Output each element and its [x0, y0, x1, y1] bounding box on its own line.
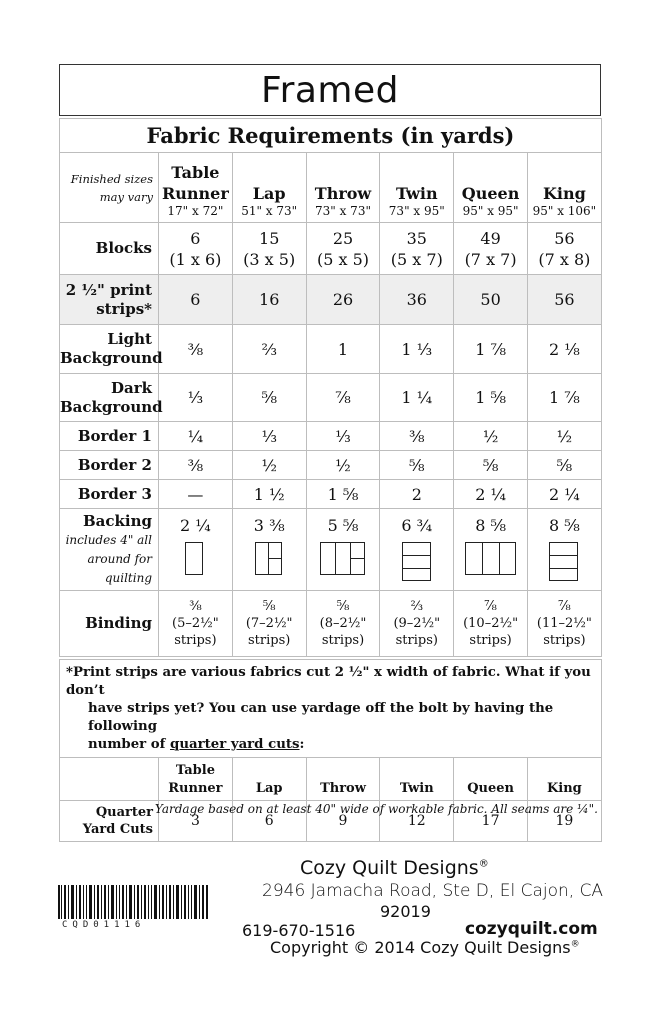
column-header: King 95" x 106"	[527, 153, 601, 223]
backing-layout-diagram	[549, 542, 579, 582]
backing-layout-diagram	[255, 542, 283, 576]
table-cell: 9	[306, 801, 380, 842]
table-cell: ⅝	[454, 451, 528, 480]
table-cell: ⅝ (7–2½" strips)	[232, 591, 306, 657]
border2-row	[60, 451, 602, 480]
table-cell: 1	[306, 325, 380, 374]
table-cell: 6	[159, 275, 233, 325]
backing-layout-diagram	[465, 542, 517, 576]
table-cell: 56 (7 x 8)	[527, 223, 601, 275]
company-name: Cozy Quilt Designs®	[300, 857, 489, 879]
column-header: Queen	[454, 758, 528, 801]
row-label: Light Background	[60, 325, 159, 374]
row-label: Blocks	[60, 223, 159, 275]
table-cell: ⅜	[159, 325, 233, 374]
print-strips-row	[60, 275, 602, 325]
row-label: Border 2	[60, 451, 159, 480]
blocks-row	[60, 223, 602, 275]
table-cell: 2 ¼	[454, 480, 528, 509]
row-label: Border 1	[60, 422, 159, 451]
table-cell: 36	[380, 275, 454, 325]
table-cell: ⅓	[159, 374, 233, 422]
row-label: Binding	[60, 591, 159, 657]
table-cell: ⅓	[232, 422, 306, 451]
table-cell: 2	[380, 480, 454, 509]
table-cell: ¼	[159, 422, 233, 451]
column-header: Throw 73" x 73"	[306, 153, 380, 223]
table-cell: ⅜	[159, 451, 233, 480]
backing-layout-diagram	[320, 542, 366, 576]
backing-layout-diagram	[185, 542, 205, 576]
column-header: Twin	[380, 758, 454, 801]
table-cell: 1 ⅓	[380, 325, 454, 374]
table-cell: 49 (7 x 7)	[454, 223, 528, 275]
size-header-row	[60, 153, 602, 223]
table-cell: ⅝	[232, 374, 306, 422]
table-cell: 1 ⅞	[454, 325, 528, 374]
barcode	[58, 885, 208, 919]
table-cell: ⅞ (11–2½" strips)	[527, 591, 601, 657]
border3-row	[60, 480, 602, 509]
table-cell: 2 ¼	[159, 509, 233, 591]
table-cell: 50	[454, 275, 528, 325]
pattern-title: Framed	[59, 64, 601, 116]
table-cell: 1 ⅝	[306, 480, 380, 509]
table-cell: 1 ⅝	[454, 374, 528, 422]
size-note: Finished sizes may vary	[60, 153, 159, 223]
table-cell: ⅜	[380, 422, 454, 451]
requirements-heading: Fabric Requirements (in yards)	[60, 119, 602, 153]
column-header: Queen 95" x 95"	[454, 153, 528, 223]
print-strips-note: *Print strips are various fabrics cut 2 ½" x width of fabric. What if you don’t have strips yet? You can use yardage off the bolt by having the following number of quarter yard cuts:	[60, 660, 602, 758]
table-cell: ½	[306, 451, 380, 480]
table-cell: ⅝	[380, 451, 454, 480]
table-cell: 1 ⅞	[527, 374, 601, 422]
backing-layout-diagram	[402, 542, 432, 582]
row-label: Dark Background	[60, 374, 159, 422]
table-cell: ⅔	[232, 325, 306, 374]
address-line-1: 2946 Jamacha Road, Ste D, El Cajon, CA	[262, 881, 604, 901]
column-header: Throw	[306, 758, 380, 801]
dark-background-row	[60, 374, 602, 422]
table-cell: ⅞	[306, 374, 380, 422]
table-cell: 19	[527, 801, 601, 842]
row-label: Border 3	[60, 480, 159, 509]
table-cell: 35 (5 x 7)	[380, 223, 454, 275]
website-link[interactable]: cozyquilt.com	[465, 919, 598, 939]
fabric-requirements-table	[59, 118, 602, 657]
backing-row	[60, 509, 602, 591]
table-cell: 17	[454, 801, 528, 842]
table-cell: 5 ⅝	[306, 509, 380, 591]
table-cell: 2 ¼	[527, 480, 601, 509]
copyright: Copyright © 2014 Cozy Quilt Designs®	[270, 938, 580, 957]
binding-row	[60, 591, 602, 657]
table-cell: ⅞ (10–2½" strips)	[454, 591, 528, 657]
column-header: Table Runner	[159, 758, 233, 801]
table-cell: ⅔ (9–2½" strips)	[380, 591, 454, 657]
table-cell: ½	[527, 422, 601, 451]
column-header: Lap 51" x 73"	[232, 153, 306, 223]
table-cell: 12	[380, 801, 454, 842]
column-header: Lap	[232, 758, 306, 801]
row-label: Backing includes 4" all around for quilting	[60, 509, 159, 591]
column-header: Twin 73" x 95"	[380, 153, 454, 223]
table-cell: 8 ⅝	[454, 509, 528, 591]
table-cell: 3 ⅜	[232, 509, 306, 591]
border1-row	[60, 422, 602, 451]
table-cell: 25 (5 x 5)	[306, 223, 380, 275]
table-cell: 3	[159, 801, 233, 842]
table-cell: 2 ⅛	[527, 325, 601, 374]
table-cell: ½	[454, 422, 528, 451]
table-cell: ⅝	[527, 451, 601, 480]
table-cell: 1 ½	[232, 480, 306, 509]
table-cell: 1 ¼	[380, 374, 454, 422]
table-cell: 16	[232, 275, 306, 325]
table-cell: 56	[527, 275, 601, 325]
row-label: 2 ½" print strips*	[60, 275, 159, 325]
address-line-2: 92019	[380, 902, 431, 921]
table-cell: 26	[306, 275, 380, 325]
table-cell: —	[159, 480, 233, 509]
column-header: King	[527, 758, 601, 801]
phone-number: 619-670-1516	[242, 921, 356, 940]
table-cell: 6 ¾	[380, 509, 454, 591]
table-cell: 8 ⅝	[527, 509, 601, 591]
barcode-number: CQD01116	[62, 920, 146, 930]
row-label: Quarter Yard Cuts	[60, 801, 159, 842]
table-cell: 6 (1 x 6)	[159, 223, 233, 275]
table-cell: ½	[232, 451, 306, 480]
light-background-row	[60, 325, 602, 374]
table-cell: ⅓	[306, 422, 380, 451]
table-cell: 15 (3 x 5)	[232, 223, 306, 275]
table-cell: ⅝ (8–2½" strips)	[306, 591, 380, 657]
yardage-footnote: Yardage based on at least 40" wide of workable fabric. All seams are ¼".	[154, 802, 598, 816]
column-header: Table Runner 17" x 72"	[159, 153, 233, 223]
quarter-yard-cuts-term: quarter yard cuts	[170, 737, 300, 752]
table-cell: 6	[232, 801, 306, 842]
cuts-header-row	[60, 758, 602, 801]
table-cell: ⅜ (5–2½" strips)	[159, 591, 233, 657]
